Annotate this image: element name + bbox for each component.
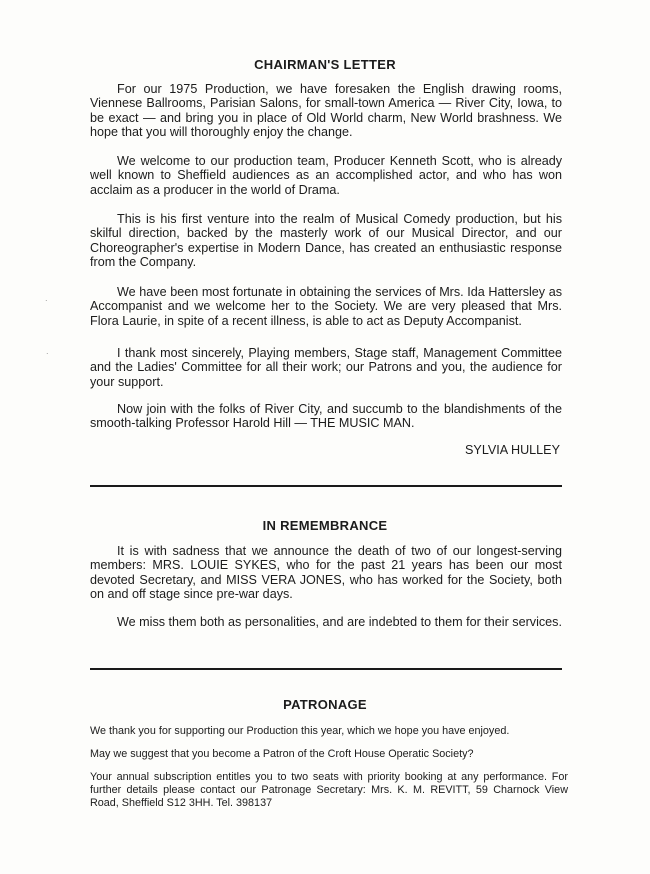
patronage-paragraph-1: We thank you for supporting our Production this year, which we hope you have enjoyed. xyxy=(90,725,510,737)
chairmans-letter-heading: CHAIRMAN'S LETTER xyxy=(254,57,396,72)
chairmans-letter-paragraph-2: We welcome to our production team, Producer Kenneth Scott, who is already well known to Sheffield audiences as an accomplished actor, and who has won acclaim as a producer in the world of Drama. xyxy=(90,154,562,197)
patronage-paragraph-2: May we suggest that you become a Patron of the Croft House Operatic Society? xyxy=(90,748,474,760)
remembrance-paragraph-2: We miss them both as personalities, and are indebted to them for their services. xyxy=(117,615,562,629)
scan-speck-2: . xyxy=(46,347,49,356)
chairmans-letter-paragraph-1: For our 1975 Production, we have foresaken the English drawing rooms, Viennese Ballrooms, Parisian Salons, for small-town America — River City, Iowa, to be exact — and bring you in place of Old World charm, New World brashness. We hope that you will thoroughly enjoy the change. xyxy=(90,82,562,139)
chairman-signature: SYLVIA HULLEY xyxy=(465,443,560,457)
remembrance-paragraph-1: It is with sadness that we announce the death of two of our longest-serving members: MRS. LOUIE SYKES, who for the past 21 years has been our most devoted Secretary, and MISS VERA JONES, who has worked for the Society, both on and off stage since pre-war days. xyxy=(90,544,562,601)
chairmans-letter-paragraph-4: We have been most fortunate in obtaining the services of Mrs. Ida Hattersley as Accompanist and we welcome her to the Society. We are very pleased that Mrs. Flora Laurie, in spite of a recent illness, is able to act as Deputy Accompanist. xyxy=(90,285,562,328)
chairmans-letter-paragraph-6: Now join with the folks of River City, and succumb to the blandishments of the smooth-talking Professor Harold Hill — THE MUSIC MAN. xyxy=(90,402,562,431)
remembrance-heading: IN REMEMBRANCE xyxy=(262,518,388,533)
chairmans-letter-paragraph-5: I thank most sincerely, Playing members, Stage staff, Management Committee and the Ladies' Committee for all their work; our Patrons and you, the audience for your support. xyxy=(90,346,562,389)
patronage-heading: PATRONAGE xyxy=(283,697,367,712)
chairmans-letter-paragraph-3: This is his first venture into the realm of Musical Comedy production, but his skilful direction, backed by the masterly work of our Musical Director, and our Choreographer's expertise in Modern Dance, has created an enthusiastic response from the Company. xyxy=(90,212,562,269)
patronage-paragraph-3: Your annual subscription entitles you to two seats with priority booking at any performance. For further details please contact our Patronage Secretary: Mrs. K. M. REVITT, 59 Charnock View Road, Sheffield S12 3HH. Tel. 398137 xyxy=(90,771,568,810)
scan-speck-1: . xyxy=(45,294,48,303)
